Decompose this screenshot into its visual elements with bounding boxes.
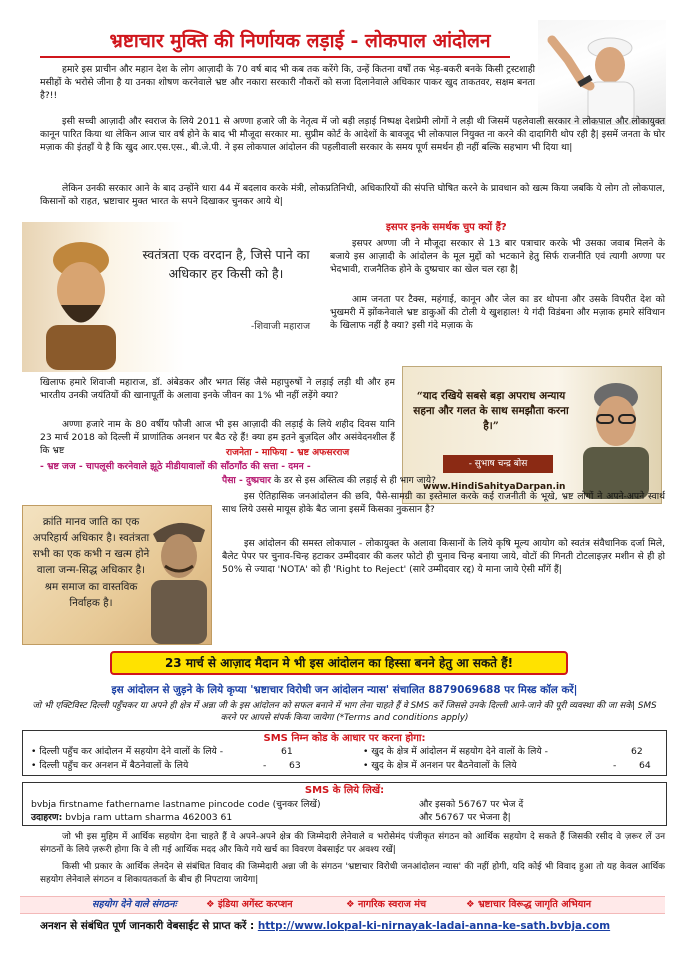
why-silent-paragraph-continued: खिलाफ हमारे शिवाजी महाराज, डॉ. अंबेडकर और भगत सिंह जैसे महापुरुषों ने लड़ाई लड़ी थी और हम भारतीय उनकी जयंतियों की खानापूर्ती के अलावा इनके जीवन का 1% भी नहीं लड़ेंगे क्या? (40, 377, 395, 402)
shivaji-quote-image (22, 222, 318, 372)
shivaji-quote-text: स्वतंत्रता एक वरदान है, जिसे पाने का अधिकार हर किसी को है। (142, 247, 310, 281)
sms-example-label: उदाहरण: (31, 812, 63, 823)
bhagat-singh-quote-image (22, 505, 212, 645)
sms-codes-box (22, 730, 667, 776)
sms-codes-title: SMS निम्न कोड के आधार पर करना होगा: (263, 733, 426, 744)
anna-portrait-icon (538, 20, 666, 125)
why-silent-heading: इसपर इनके समर्थक चुप क्यों हैं? (386, 222, 507, 233)
bose-quote-author: - सुभाष चन्द्र बोस (443, 455, 553, 473)
sms-code-value: 61 (281, 746, 293, 757)
nexus-line-1: राजनेता - माफिया - भ्रष्ट अफसरराज (226, 447, 350, 458)
sms-example-line (31, 811, 411, 824)
page-title: भ्रष्टाचार मुक्ति की निर्णायक लड़ाई - लोकपाल आंदोलन (109, 30, 491, 52)
supporters-label: सहयोग देने वाले संगठनः (92, 899, 177, 910)
fast-paragraph-2: इस ऐतिहासिक जनआंदोलन की छवि, पैसे-सामग्री का इस्तेमाल करके कई राजनीती के भूखे, भ्रष्ट लोगों ने अपने-अपने स्वार्थ साध लिये उससे मायूस होके बैठ जाना इसमें किसका नुकसान है? (222, 491, 665, 516)
sms-format-line: bvbja firstname fathername lastname pincode code (चुनकर लिखें) (31, 799, 321, 810)
sms-code-label: दिल्ली पहुँच कर अनशन में बैठनेवालों के लिये (39, 760, 189, 771)
fast-paragraph-1: अण्णा हजारे नाम के 80 वर्षीय फौजी आज भी इस आज़ादी की लड़ाई के लिये शहीद दिवस यानि 23 मार्च 2018 को दिल्ली में प्राणांतिक अनशन पर बैठ रहे हैं! क्या हम इतने बुज़दिल और असंवेदनशील हैं कि भ्रष्ट (40, 419, 395, 457)
bose-quote-site: www.HindiSahityaDarpan.in (423, 482, 566, 492)
donation-paragraph-2: किसी भी प्रकार के आर्थिक लेनदेन से संबंधित विवाद की जिम्मेदारी अन्ना जी के संगठन 'भ्रष्टाचार विरोधी जनआंदोलन न्यास' की नहीं होगी, यदि कोई भी विवाद हुआ तो यह केवल आर्थिक सहयोग लेनेवाले संगठन व शिकायतकर्ता के बीच ही निपटाया जायेगा| (40, 862, 665, 885)
azad-maidan-banner: 23 मार्च से आज़ाद मैदान मे भी इस आंदोलन का हिस्सा बनने हेतु आ सकते हैं! (110, 651, 568, 675)
sms-format-title: SMS के लिये लिखें: (304, 785, 385, 796)
sms-code-value: 62 (631, 746, 643, 757)
website-link[interactable]: http://www.lokpal-ki-nirnayak-ladai-anna-ke-sath.bvbja.com (257, 920, 611, 932)
donation-paragraph-1: जो भी इस मुहिम में आर्थिक सहयोग देना चाहते हैं वे अपने-अपने क्षेत्र की जिम्मेदारी लेनेवाले व भरोसेमंद पंजीकृत संगठन को आर्थिक सहयोग दे सकते हैं जिसकी रसीद वे ज़रूर लें उन संगठनों के लिये ज़रूरी होगा कि वे ली गई आर्थिक मदद और किये गये खर्च का विवरण वेबसाईट पर अवश्य रखें| (40, 832, 665, 855)
shivaji-portrait-icon (26, 230, 136, 370)
supporter-org-2: ❖ नागरिक स्वराज मंच (346, 899, 427, 910)
fast-paragraph-1-end-text: के डर से इस अस्तित्व की लड़ाई से ही भाग जाये? (273, 475, 436, 486)
sms-code-label: दिल्ली पहुँच कर आंदोलन में सहयोग देने वालों के लिये - (39, 746, 224, 757)
sms-code-item-64: • खुद के क्षेत्र में अनशन पर बैठनेवालों के लिये - 64 (363, 760, 651, 771)
intro-paragraph-1: हमारे इस प्राचीन और महान देश के लोग आज़ादी के 70 वर्ष बाद भी कब तक करेंगे कि, उन्हें कितना वर्षों तक भेड़-बकरी बनके किसी ट्रस्टशाही मसीहों के भरोसे जीना है या उनका शोषण करनेवाले भ्रष्ट और नकारा सरकारी नौकरों को सजा दिलानेवाले अधिकार पाकर खुद ताकतवर, सक्षम बनता है?!! (40, 64, 535, 102)
sms-note: जो भी एक्टिविस्ट दिल्ली पहुँचकर या अपने ही क्षेत्र में अन्ना जी के इस आंदोलन को सफल बनाने में भाग लेना चाहते हैं वे SMS करें जिससे उनके दिल्ली आने-जाने की पूरी व्यवस्था की जा सके| SMS करने पर आपसे संपर्क किया जायेगा (*Terms and conditions apply) (32, 701, 657, 724)
why-silent-paragraph-2: आम जनता पर टैक्स, महंगाई, कानून और जेल का डर थोपना और उसके विपरीत देश को भुखमरी में झोंकनेवाले भ्रष्ट डाकुओं की टोली ये खुशहाल! ये गंदी विडंबना और मज़ाक हमारे संविधान के खिलाफ नहीं है क्या? इसी गंदे मज़ाक के (330, 294, 665, 332)
missed-call-line: इस आंदोलन से जुड़ने के लिये कृप्या 'भ्रष्टाचार विरोधी जन आंदोलन न्यास' संचालित 8879069688 पर मिस्ड कॉल करें| (111, 684, 578, 696)
sms-code-value: 63 (289, 760, 301, 771)
website-line (40, 919, 665, 934)
bhagat-quote-text: क्रांति मानव जाति का एक अपरिहार्य अधिकार है। स्वतंत्रता सभी का एक कभी न खत्म होने वाला जन्म-सिद्ध अधिकार है। श्रम समाज का वास्तविक निर्वाहक है। (32, 516, 150, 609)
website-label: अनशन से संबंधित पूर्ण जानकारी वेबसाईट से प्राप्त करें : (40, 920, 255, 932)
supporter-org-3: ❖ भ्रष्टाचार विरूद्ध जागृति अभियान (466, 899, 592, 910)
title-underline (40, 56, 510, 58)
supporter-org-1: ❖ इंडिया अगेंस्ट करप्शन (206, 899, 293, 910)
bose-quote-text: “याद रखिये सबसे बड़ा अपराध अन्याय सहना और गलत के साथ समझौता करना है।” (413, 390, 569, 433)
why-silent-paragraph-1: इसपर अण्णा जी ने मौजूदा सरकार से 13 बार पत्राचार करके भी उसका जवाब मिलने के बजाये इस आज़ादी के आंदोलन के मूल मुद्दों को भटकाने हेतु सिर्फ राजनीति एवं त्यागी अण्णा पर भेदभावी, राजनैतिक होने के दुष्प्रचार का खेल चल रहा है| (330, 238, 665, 276)
shivaji-quote-author: -शिवाजी महाराज (251, 321, 310, 332)
sms-format-send: और इसको 56767 पर भेज दें (419, 799, 524, 810)
sms-code-label: खुद के क्षेत्र में अनशन पर बैठनेवालों के लिये (371, 760, 517, 771)
intro-paragraph-3: लेकिन उनकी सरकार आने के बाद उन्होंने धारा 44 में बदलाव करके मंत्री, लोकप्रतिनिधी, अधिकारियों की संपत्ति घोषित करने के प्रावधान को खत्म किया जबकि ये लोग तो लोकपाल, किसानों को राहत, भ्रष्टाचार मुक्त भारत के सपने दिखाकर चुनकर आये थे| (40, 183, 665, 208)
sms-code-item-63: • दिल्ली पहुँच कर अनशन में बैठनेवालों के लिये - 63 (31, 760, 301, 771)
sms-example-value: bvbja ram uttam sharma 462003 61 (65, 812, 233, 823)
fast-paragraph-1-end (222, 474, 662, 487)
sms-code-item-61: • दिल्ली पहुँच कर आंदोलन में सहयोग देने वालों के लिये - 61 (31, 746, 293, 757)
sms-format-box (22, 782, 667, 826)
anna-hazare-photo (538, 20, 666, 125)
nexus-line-2: - भ्रष्ट जज - चापलूसी करनेवाले झूठे मीडीयावालों की साँठगाँठ की सत्ता - दमन - (40, 461, 311, 472)
nexus-line-3: पैसा - दुष्प्रचार (222, 475, 272, 486)
fast-paragraph-3: इस आंदोलन की समस्त लोकपाल - लोकायुक्त के अलावा किसानों के लिये कृषि मूल्य आयोग को स्वतंत्र संवैधानिक दर्जा मिले, बैलेट पेपर पर चुनाव-चिन्ह हटाकर उम्मीदवार की कलर फोटो ही चुनाव चिन्ह बनाया जाये, वोटों की गिनती टोटलाइज़र मशीन से ही हो 50% से ज्यादा 'NOTA' को ही 'Right to Reject' (सारे उम्मीदवार रद्द) ये माना जाये ऐसी माँगें हैं| (222, 538, 665, 576)
intro-paragraph-2: इसी सच्ची आज़ादी और स्वराज के लिये 2011 से अण्णा हजारे जी के नेतृत्व में जो बड़ी लड़ाई निष्पक्ष देशप्रेमी लोगों ने लड़ी थी जिसमें पहलेवाली सरकार ने लोकपाल और लोकायुक्त कानून पारित किया था लेकिन आज चार वर्ष होने के बाद भी मौजूदा सरकार मा. सुप्रीम कोर्ट के आदेशों के बावजूद भी लोकपाल नियुक्त ना करने की दादागिरी थोप रही है| इसमें जनता के घोर मज़ाक की इंतहाँ ये है कि खुद आर.एस.एस., बी.जे.पी. ने इस लोकपाल आंदोलन की पहलीवाली सरकार के समय पूर्ण समर्थन ही नहीं बल्कि सहभाग भी दिया था| (40, 116, 665, 154)
sms-code-value: 64 (639, 760, 651, 771)
sms-example-send: और 56767 पर भेजना है| (419, 812, 511, 823)
sms-code-item-62: • खुद के क्षेत्र में आंदोलन में सहयोग देने वालों के लिये - 62 (363, 746, 643, 757)
supporters-bar (20, 896, 665, 914)
bhagat-singh-portrait-icon (147, 512, 211, 644)
sms-code-label: खुद के क्षेत्र में आंदोलन में सहयोग देने वालों के लिये - (371, 746, 548, 757)
